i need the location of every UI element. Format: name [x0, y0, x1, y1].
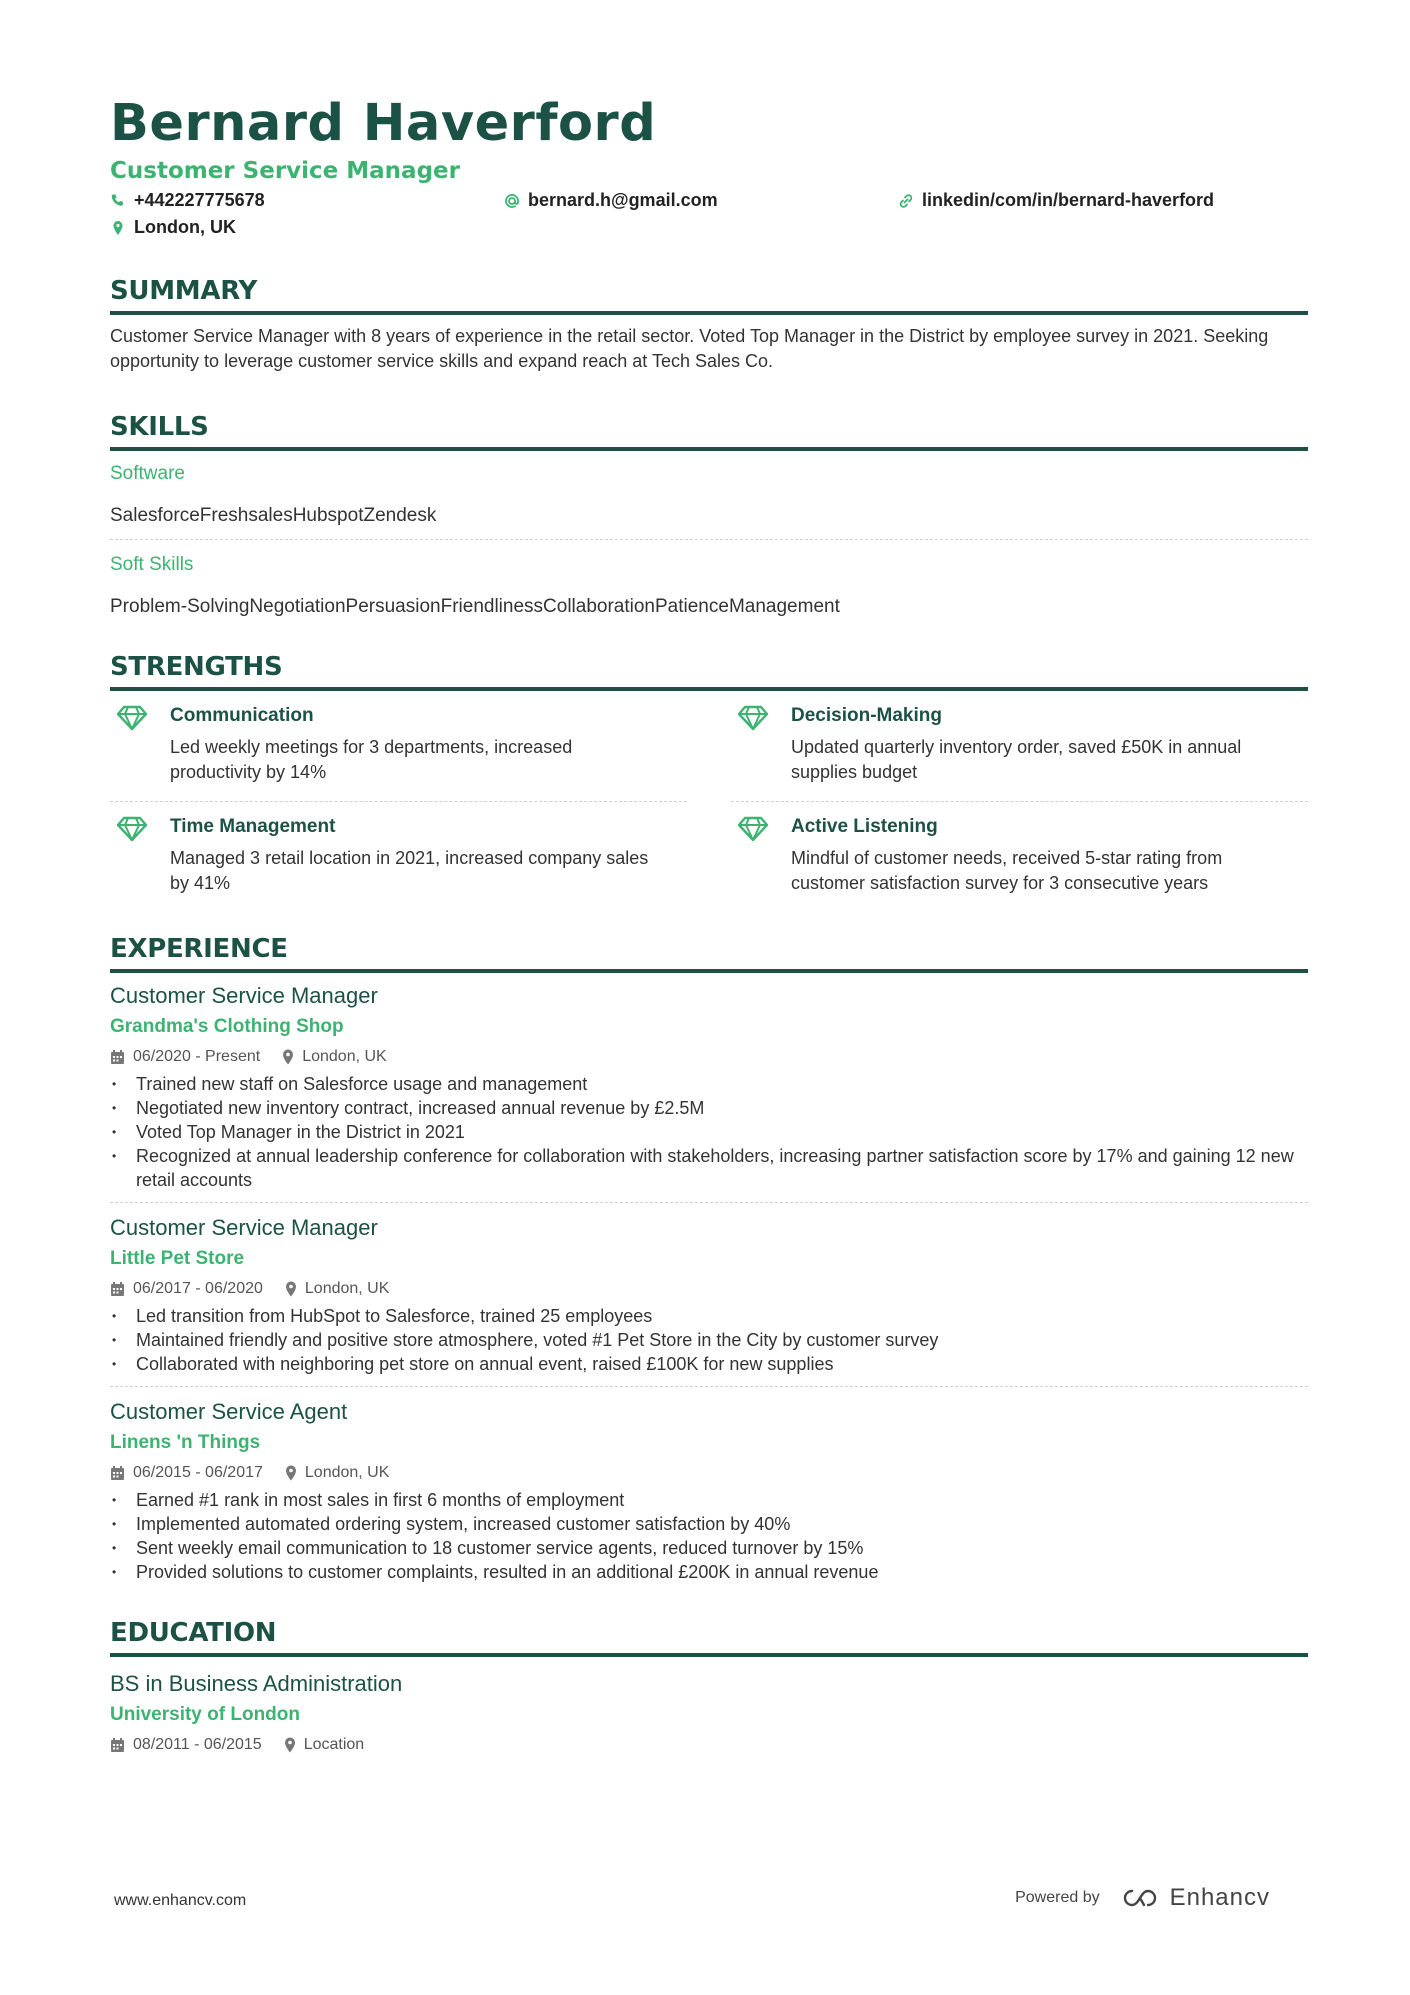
strength-title: Active Listening	[791, 816, 938, 837]
strength-item	[110, 703, 687, 802]
strength-desc: Managed 3 retail location in 2021, increased company sales by 41%	[170, 848, 649, 893]
phone-contact[interactable]	[110, 190, 265, 211]
calendar-icon	[110, 1049, 125, 1065]
skill-group-label: Software	[110, 463, 185, 484]
location-pin-icon	[285, 1281, 297, 1297]
job-bullet: • Sent weekly email communication to 18 customer service agents, reduced turnover by 15%	[110, 1536, 1308, 1560]
location-contact	[110, 217, 236, 238]
strength-item	[731, 703, 1308, 802]
job-entry	[110, 1213, 1308, 1387]
strength-desc: Led weekly meetings for 3 departments, increased productivity by 14%	[170, 737, 573, 782]
job-meta	[110, 1462, 1308, 1484]
job-meta	[110, 1278, 1308, 1300]
strength-desc: Updated quarterly inventory order, saved £50K in annual supplies budget	[791, 737, 1242, 782]
calendar-icon	[110, 1465, 125, 1481]
summary-text: Customer Service Manager with 8 years of experience in the retail sector. Voted Top Manager in the District by employee survey in 2021. Seeking opportunity to leverage customer service skills and expand reach at Tech Sales Co.	[110, 326, 1269, 371]
job-bullets	[110, 1072, 1308, 1192]
skill-item: Friendliness	[440, 596, 544, 617]
summary-title: SUMMARY	[110, 274, 1308, 315]
job-bullet: • Implemented automated ordering system, increased customer satisfaction by 40%	[110, 1512, 1308, 1536]
diamond-icon	[110, 814, 154, 896]
job-location	[282, 1046, 387, 1068]
location-pin-icon	[285, 1465, 297, 1481]
skill-item: Zendesk	[363, 505, 437, 526]
job-bullet: • Led transition from HubSpot to Salesforce, trained 25 employees	[110, 1304, 1308, 1328]
footer-url[interactable]: www.enhancv.com	[114, 1892, 247, 1909]
summary-section	[110, 274, 1308, 374]
job-location-text: London, UK	[304, 1464, 390, 1481]
skill-group-label: Soft Skills	[110, 554, 194, 575]
skill-item: Salesforce	[110, 505, 200, 526]
job-dates-text: 06/2017 - 06/2020	[133, 1280, 263, 1297]
job-bullet: • Recognized at annual leadership conference for collaboration with stakeholders, increasing partner satisfaction score by 17% and gaining 12 new retail accounts	[110, 1144, 1308, 1192]
strengths-grid	[110, 703, 1308, 912]
job-bullet: • Collaborated with neighboring pet store on annual event, raised £100K for new supplies	[110, 1352, 1308, 1376]
footer	[114, 1880, 1314, 1920]
diamond-icon	[731, 814, 775, 896]
link-icon	[898, 193, 914, 209]
skill-item: Hubspot	[292, 505, 364, 526]
job-bullet: • Voted Top Manager in the District in 2021	[110, 1120, 1308, 1144]
job-bullet: • Trained new staff on Salesforce usage and management	[110, 1072, 1308, 1096]
skill-item: Collaboration	[543, 596, 655, 617]
strength-item	[731, 814, 1308, 912]
enhancv-logo[interactable]	[1118, 1884, 1270, 1912]
skills-section	[110, 410, 1308, 620]
education-meta	[110, 1734, 1308, 1756]
education-title: EDUCATION	[110, 1616, 1308, 1657]
skill-item: Problem-Solving	[110, 596, 250, 617]
calendar-icon	[110, 1737, 125, 1753]
job-title: Customer Service Manager	[110, 983, 378, 1008]
education-location-text: Location	[303, 1736, 365, 1753]
linkedin-text: linkedin/com/in/bernard-haverford	[922, 190, 1215, 210]
diamond-icon	[110, 703, 154, 785]
job-dates	[110, 1278, 263, 1300]
phone-text: +442227775678	[134, 190, 265, 210]
skill-item: Patience	[655, 596, 729, 617]
strength-title: Communication	[170, 705, 314, 726]
candidate-role: Customer Service Manager	[110, 158, 460, 184]
strength-item	[110, 814, 687, 912]
job-dates	[110, 1046, 260, 1068]
brand-name: Enhancv	[1169, 1884, 1270, 1911]
company-name: Grandma's Clothing Shop	[110, 1016, 344, 1037]
job-location	[285, 1462, 390, 1484]
experience-section	[110, 932, 1308, 1594]
at-icon	[504, 193, 520, 209]
location-pin-icon	[284, 1737, 296, 1753]
job-entry	[110, 1397, 1308, 1594]
education-section	[110, 1616, 1308, 1756]
strengths-title: STRENGTHS	[110, 650, 1308, 691]
education-dates	[110, 1734, 262, 1756]
location-text: London, UK	[134, 217, 236, 237]
strengths-section	[110, 650, 1308, 912]
resume-content	[110, 92, 1308, 1756]
experience-title: EXPERIENCE	[110, 932, 1308, 973]
job-meta	[110, 1046, 1308, 1068]
job-title: Customer Service Manager	[110, 1215, 378, 1240]
job-bullet: • Provided solutions to customer complaints, resulted in an additional £200K in annual revenue	[110, 1560, 1308, 1584]
location-pin-icon	[282, 1049, 294, 1065]
powered-by	[1015, 1884, 1270, 1912]
strength-title: Decision-Making	[791, 705, 942, 726]
job-title: Customer Service Agent	[110, 1399, 348, 1424]
job-dates-text: 06/2015 - 06/2017	[133, 1464, 263, 1481]
powered-by-label: Powered by	[1015, 1889, 1100, 1906]
email-contact[interactable]	[504, 190, 718, 211]
education-dates-text: 08/2011 - 06/2015	[133, 1736, 262, 1753]
enhancv-logo-icon	[1118, 1886, 1162, 1910]
linkedin-contact[interactable]	[898, 190, 1214, 211]
phone-icon	[110, 193, 126, 209]
job-bullets	[110, 1488, 1308, 1584]
diamond-icon	[731, 703, 775, 785]
candidate-name: Bernard Haverford	[110, 94, 657, 153]
school-name: University of London	[110, 1704, 300, 1725]
skill-divider	[110, 539, 1308, 540]
skill-item: Persuasion	[345, 596, 441, 617]
degree-title: BS in Business Administration	[110, 1671, 403, 1696]
job-location-text: London, UK	[302, 1048, 387, 1065]
email-text: bernard.h@gmail.com	[528, 190, 718, 210]
strength-desc: Mindful of customer needs, received 5-star rating from customer satisfaction survey for 3 consecutive years	[791, 848, 1223, 893]
skill-item: Freshsales	[199, 505, 293, 526]
company-name: Little Pet Store	[110, 1248, 245, 1269]
job-bullets	[110, 1304, 1308, 1376]
job-bullet: • Negotiated new inventory contract, increased annual revenue by £2.5M	[110, 1096, 1308, 1120]
skill-group-items	[110, 594, 1308, 620]
job-bullet: • Maintained friendly and positive store atmosphere, voted #1 Pet Store in the City by customer survey	[110, 1328, 1308, 1352]
skills-title: SKILLS	[110, 410, 1308, 451]
calendar-icon	[110, 1281, 125, 1297]
skill-item: Management	[728, 596, 840, 617]
strength-title: Time Management	[170, 816, 336, 837]
job-dates	[110, 1462, 263, 1484]
education-location	[284, 1734, 365, 1756]
location-pin-icon	[110, 220, 126, 236]
contact-row	[110, 190, 1308, 217]
contact-row-2	[110, 217, 1308, 244]
job-location-text: London, UK	[304, 1280, 390, 1297]
job-location	[285, 1278, 390, 1300]
job-dates-text: 06/2020 - Present	[133, 1048, 261, 1065]
company-name: Linens 'n Things	[110, 1432, 261, 1453]
skill-item: Negotiation	[249, 596, 346, 617]
skill-group-items	[110, 503, 1308, 529]
job-bullet: • Earned #1 rank in most sales in first 6 months of employment	[110, 1488, 1308, 1512]
job-entry	[110, 981, 1308, 1203]
